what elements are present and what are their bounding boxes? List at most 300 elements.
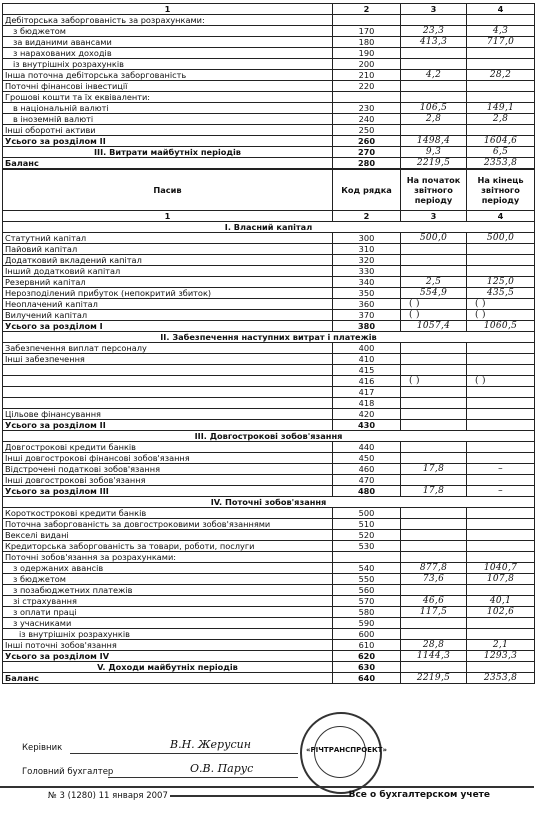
row-end-value: 2353,8 <box>467 158 535 169</box>
table-row <box>3 103 535 114</box>
row-start-value <box>401 255 467 266</box>
section-heading: III. Довгострокові зобов'язання <box>3 431 535 442</box>
row-label: із внутрішніх розрахунків <box>3 629 333 640</box>
row-code: 330 <box>333 266 401 277</box>
accountant-name: О.В. Парус <box>190 762 254 775</box>
parenthesis-pair: ( ) <box>475 376 486 386</box>
row-code: 270 <box>333 147 401 158</box>
row-label: Поточна заборгованість за довгостроковими зобов'язаннями <box>3 519 333 530</box>
row-label: Усього за розділом IV <box>3 651 333 662</box>
table-row <box>3 508 535 519</box>
row-start-value <box>401 442 467 453</box>
col-number: 3 <box>401 4 467 15</box>
row-end-value <box>467 48 535 59</box>
row-start-value: 2219,5 <box>401 158 467 169</box>
section-heading: IV. Поточні зобов'язання <box>3 497 535 508</box>
row-start-value <box>401 519 467 530</box>
row-end-value: 717,0 <box>467 37 535 48</box>
row-label: Усього за розділом I <box>3 321 333 332</box>
row-start-value: 17,8 <box>401 464 467 475</box>
row-code: 220 <box>333 81 401 92</box>
row-start-value <box>401 508 467 519</box>
signature-line <box>70 753 298 754</box>
row-label: зі страхування <box>3 596 333 607</box>
row-end-value <box>467 59 535 70</box>
row-end-value: 2,1 <box>467 640 535 651</box>
row-end-value <box>467 15 535 26</box>
row-code: 320 <box>333 255 401 266</box>
assets-column-numbers <box>3 4 535 15</box>
row-start-value: 4,2 <box>401 70 467 81</box>
row-end-value <box>467 125 535 136</box>
table-row <box>3 453 535 464</box>
row-code: 530 <box>333 541 401 552</box>
row-start-value <box>401 398 467 409</box>
row-label: Забезпечення виплат персоналу <box>3 343 333 354</box>
row-code: 500 <box>333 508 401 519</box>
row-end-value: 2,8 <box>467 114 535 125</box>
parenthesis-pair: ( ) <box>409 299 420 309</box>
signature-line <box>108 777 298 778</box>
row-code: 620 <box>333 651 401 662</box>
row-end-value: 2353,8 <box>467 673 535 684</box>
table-row <box>3 332 535 343</box>
row-end-value <box>467 420 535 431</box>
row-code: 590 <box>333 618 401 629</box>
row-code: 520 <box>333 530 401 541</box>
row-label: з оплати праці <box>3 607 333 618</box>
row-start-value: 17,8 <box>401 486 467 497</box>
col-header-start: На початок звітного періоду <box>401 170 467 211</box>
row-code: 200 <box>333 59 401 70</box>
table-row <box>3 574 535 585</box>
row-code: 300 <box>333 233 401 244</box>
row-code: 417 <box>333 387 401 398</box>
table-row <box>3 321 535 332</box>
row-end-value <box>467 365 535 376</box>
row-code: 380 <box>333 321 401 332</box>
row-end-value <box>467 354 535 365</box>
row-start-value <box>401 244 467 255</box>
row-code <box>333 15 401 26</box>
table-row <box>3 59 535 70</box>
table-row <box>3 354 535 365</box>
row-label: з бюджетом <box>3 26 333 37</box>
table-row <box>3 277 535 288</box>
row-label: з бюджетом <box>3 574 333 585</box>
table-row <box>3 365 535 376</box>
company-stamp <box>300 712 387 794</box>
row-code: 230 <box>333 103 401 114</box>
table-row <box>3 92 535 103</box>
row-code: 480 <box>333 486 401 497</box>
table-row <box>3 607 535 618</box>
row-start-value: 2,8 <box>401 114 467 125</box>
row-end-value <box>467 453 535 464</box>
row-code: 180 <box>333 37 401 48</box>
row-start-value <box>401 387 467 398</box>
row-code: 640 <box>333 673 401 684</box>
row-code: 550 <box>333 574 401 585</box>
row-code: 510 <box>333 519 401 530</box>
row-label: Інший додатковий капітал <box>3 266 333 277</box>
row-start-value <box>401 125 467 136</box>
row-start-value <box>401 541 467 552</box>
row-label: Інші довгострокові фінансові зобов'язання <box>3 453 333 464</box>
table-row <box>3 662 535 673</box>
row-start-value <box>401 585 467 596</box>
row-label: Нерозподілений прибуток (непокритий збиток) <box>3 288 333 299</box>
row-end-value <box>467 92 535 103</box>
row-end-value: – <box>467 464 535 475</box>
row-start-value <box>401 420 467 431</box>
table-row <box>3 629 535 640</box>
row-start-value: 73,6 <box>401 574 467 585</box>
table-row <box>3 288 535 299</box>
table-row <box>3 475 535 486</box>
row-start-value: 9,3 <box>401 147 467 158</box>
row-end-value: 6,5 <box>467 147 535 158</box>
row-start-value <box>401 629 467 640</box>
row-label: Додатковий вкладений капітал <box>3 255 333 266</box>
row-label: Цільове фінансування <box>3 409 333 420</box>
liabilities-column-numbers <box>3 211 535 222</box>
table-row <box>3 343 535 354</box>
col-number: 2 <box>333 4 401 15</box>
row-start-value <box>401 552 467 563</box>
row-start-value <box>401 92 467 103</box>
row-end-value: 500,0 <box>467 233 535 244</box>
row-end-value: 1604,6 <box>467 136 535 147</box>
row-label: Інші оборотні активи <box>3 125 333 136</box>
row-label: за виданими авансами <box>3 37 333 48</box>
row-end-value: 1040,7 <box>467 563 535 574</box>
row-end-value <box>467 475 535 486</box>
table-row <box>3 387 535 398</box>
row-start-value: 500,0 <box>401 233 467 244</box>
balance-sheet-page <box>2 3 534 684</box>
row-label: Векселі видані <box>3 530 333 541</box>
table-row <box>3 299 535 310</box>
issue-number: № 3 (1280) 11 января 2007 <box>48 791 168 801</box>
row-start-value <box>401 310 467 321</box>
row-end-value: 28,2 <box>467 70 535 81</box>
row-code: 540 <box>333 563 401 574</box>
row-label: Поточні фінансові інвестиції <box>3 81 333 92</box>
row-end-value: 40,1 <box>467 596 535 607</box>
table-row <box>3 233 535 244</box>
row-end-value: 435,5 <box>467 288 535 299</box>
row-start-value <box>401 15 467 26</box>
table-row <box>3 541 535 552</box>
row-code: 420 <box>333 409 401 420</box>
row-code: 450 <box>333 453 401 464</box>
row-label <box>3 376 333 387</box>
row-start-value: 554,9 <box>401 288 467 299</box>
table-row <box>3 398 535 409</box>
stamp-text: «РІЧТРАНСПРОЕКТ» <box>306 746 387 754</box>
table-row <box>3 244 535 255</box>
row-start-value <box>401 409 467 420</box>
table-row <box>3 125 535 136</box>
row-code: 440 <box>333 442 401 453</box>
table-row <box>3 497 535 508</box>
table-row <box>3 563 535 574</box>
row-end-value: 1060,5 <box>467 321 535 332</box>
row-label: Усього за розділом II <box>3 136 333 147</box>
row-label <box>3 398 333 409</box>
row-code: 310 <box>333 244 401 255</box>
assets-table <box>2 3 535 169</box>
row-end-value <box>467 266 535 277</box>
row-code: 630 <box>333 662 401 673</box>
row-end-value <box>467 552 535 563</box>
table-row <box>3 431 535 442</box>
row-code: 190 <box>333 48 401 59</box>
row-code: 580 <box>333 607 401 618</box>
row-start-value: 877,8 <box>401 563 467 574</box>
table-row <box>3 530 535 541</box>
row-code: 280 <box>333 158 401 169</box>
row-start-value: 46,6 <box>401 596 467 607</box>
col-number: 4 <box>467 4 535 15</box>
section-heading: I. Власний капітал <box>3 222 535 233</box>
table-row <box>3 147 535 158</box>
row-start-value <box>401 475 467 486</box>
col-header-pasyv: Пасив <box>3 170 333 211</box>
table-row <box>3 585 535 596</box>
row-start-value <box>401 59 467 70</box>
row-code: 170 <box>333 26 401 37</box>
row-label: V. Доходи майбутніх періодів <box>3 662 333 673</box>
table-row <box>3 420 535 431</box>
table-row <box>3 255 535 266</box>
table-row <box>3 552 535 563</box>
liabilities-table <box>2 169 535 684</box>
row-label: із внутрішніх розрахунків <box>3 59 333 70</box>
row-end-value <box>467 585 535 596</box>
row-code: 418 <box>333 398 401 409</box>
row-start-value: 2219,5 <box>401 673 467 684</box>
parenthesis-pair: ( ) <box>475 310 486 320</box>
row-end-value <box>467 376 535 387</box>
row-start-value <box>401 376 467 387</box>
row-label: Кредиторська заборгованість за товари, роботи, послуги <box>3 541 333 552</box>
table-row <box>3 442 535 453</box>
row-label: Баланс <box>3 673 333 684</box>
row-label: Резервний капітал <box>3 277 333 288</box>
row-start-value <box>401 530 467 541</box>
row-end-value: 4,3 <box>467 26 535 37</box>
row-label: Поточні зобов'язання за розрахунками: <box>3 552 333 563</box>
row-code: 210 <box>333 70 401 81</box>
row-start-value: 1498,4 <box>401 136 467 147</box>
parenthesis-pair: ( ) <box>409 310 420 320</box>
col-number: 2 <box>333 211 401 222</box>
section-heading: II. Забезпечення наступних витрат і платежів <box>3 332 535 343</box>
row-start-value: 1144,3 <box>401 651 467 662</box>
row-start-value: 28,8 <box>401 640 467 651</box>
col-number: 1 <box>3 4 333 15</box>
row-label: Інша поточна дебіторська заборгованість <box>3 70 333 81</box>
row-end-value <box>467 442 535 453</box>
row-end-value <box>467 255 535 266</box>
row-start-value <box>401 299 467 310</box>
table-row <box>3 519 535 530</box>
row-start-value <box>401 662 467 673</box>
row-end-value <box>467 519 535 530</box>
row-label: Баланс <box>3 158 333 169</box>
row-start-value: 106,5 <box>401 103 467 114</box>
table-row <box>3 673 535 684</box>
row-end-value <box>467 662 535 673</box>
row-label: Інші забезпечення <box>3 354 333 365</box>
col-number: 3 <box>401 211 467 222</box>
row-code: 260 <box>333 136 401 147</box>
row-start-value <box>401 81 467 92</box>
col-number: 4 <box>467 211 535 222</box>
table-row <box>3 37 535 48</box>
table-row <box>3 114 535 125</box>
row-code: 470 <box>333 475 401 486</box>
row-end-value <box>467 398 535 409</box>
row-start-value <box>401 343 467 354</box>
row-code: 570 <box>333 596 401 607</box>
footer-rule <box>170 795 350 797</box>
row-end-value: – <box>467 486 535 497</box>
row-code: 416 <box>333 376 401 387</box>
row-end-value <box>467 299 535 310</box>
row-end-value: 125,0 <box>467 277 535 288</box>
row-label: III. Витрати майбутніх періодів <box>3 147 333 158</box>
row-start-value <box>401 453 467 464</box>
row-end-value <box>467 618 535 629</box>
table-row <box>3 26 535 37</box>
page-footer <box>0 786 534 804</box>
row-end-value: 1293,3 <box>467 651 535 662</box>
row-code: 250 <box>333 125 401 136</box>
head-name: В.Н. Жерусин <box>170 738 251 751</box>
table-row <box>3 310 535 321</box>
table-row <box>3 618 535 629</box>
row-label: з позабюджетних платежів <box>3 585 333 596</box>
table-row <box>3 409 535 420</box>
row-label: Пайовий капітал <box>3 244 333 255</box>
row-label: в іноземній валюті <box>3 114 333 125</box>
row-code: 240 <box>333 114 401 125</box>
row-end-value: 107,8 <box>467 574 535 585</box>
parenthesis-pair: ( ) <box>475 299 486 309</box>
row-label: з нарахованих доходів <box>3 48 333 59</box>
row-code: 415 <box>333 365 401 376</box>
table-row <box>3 376 535 387</box>
table-row <box>3 158 535 169</box>
row-start-value <box>401 354 467 365</box>
row-start-value: 117,5 <box>401 607 467 618</box>
row-label: Дебіторська заборгованість за розрахунками: <box>3 15 333 26</box>
table-row <box>3 81 535 92</box>
row-label: з учасниками <box>3 618 333 629</box>
row-end-value <box>467 343 535 354</box>
row-label <box>3 387 333 398</box>
row-start-value: 23,3 <box>401 26 467 37</box>
parenthesis-pair: ( ) <box>409 376 420 386</box>
col-number: 1 <box>3 211 333 222</box>
head-label: Керівник <box>22 743 63 753</box>
row-end-value <box>467 629 535 640</box>
row-code: 370 <box>333 310 401 321</box>
row-label: Статутний капітал <box>3 233 333 244</box>
row-start-value <box>401 365 467 376</box>
row-label: Інші поточні зобов'язання <box>3 640 333 651</box>
table-row <box>3 486 535 497</box>
row-label: Короткострокові кредити банків <box>3 508 333 519</box>
col-header-code: Код рядка <box>333 170 401 211</box>
table-row <box>3 651 535 662</box>
liabilities-column-headers <box>3 170 535 211</box>
col-header-end: На кінець звітного періоду <box>467 170 535 211</box>
row-label: Грошові кошти та їх еквіваленти: <box>3 92 333 103</box>
row-label: Вилучений капітал <box>3 310 333 321</box>
table-row <box>3 596 535 607</box>
row-start-value: 2,5 <box>401 277 467 288</box>
row-code: 610 <box>333 640 401 651</box>
row-code: 460 <box>333 464 401 475</box>
row-label: Неоплачений капітал <box>3 299 333 310</box>
row-code: 340 <box>333 277 401 288</box>
row-end-value <box>467 530 535 541</box>
row-end-value <box>467 508 535 519</box>
table-row <box>3 266 535 277</box>
row-end-value <box>467 409 535 420</box>
row-label: Довгострокові кредити банків <box>3 442 333 453</box>
row-code: 410 <box>333 354 401 365</box>
row-code: 600 <box>333 629 401 640</box>
row-code: 350 <box>333 288 401 299</box>
row-start-value: 413,3 <box>401 37 467 48</box>
table-row <box>3 70 535 81</box>
row-code <box>333 552 401 563</box>
row-start-value <box>401 48 467 59</box>
table-row <box>3 464 535 475</box>
row-start-value <box>401 618 467 629</box>
row-end-value <box>467 541 535 552</box>
row-start-value: 1057,4 <box>401 321 467 332</box>
row-label: з одержаних авансів <box>3 563 333 574</box>
row-code: 560 <box>333 585 401 596</box>
row-end-value <box>467 310 535 321</box>
magazine-title: Все о бухгалтерском учете <box>348 790 490 800</box>
table-row <box>3 222 535 233</box>
row-label: Відстрочені податкові зобов'язання <box>3 464 333 475</box>
row-code: 360 <box>333 299 401 310</box>
row-end-value <box>467 387 535 398</box>
row-end-value <box>467 244 535 255</box>
row-end-value: 102,6 <box>467 607 535 618</box>
row-end-value: 149,1 <box>467 103 535 114</box>
row-code: 430 <box>333 420 401 431</box>
table-row <box>3 640 535 651</box>
row-label: Усього за розділом II <box>3 420 333 431</box>
row-label: в національній валюті <box>3 103 333 114</box>
row-label <box>3 365 333 376</box>
row-code: 400 <box>333 343 401 354</box>
row-start-value <box>401 266 467 277</box>
row-label: Інші довгострокові зобов'язання <box>3 475 333 486</box>
table-row <box>3 136 535 147</box>
table-row <box>3 48 535 59</box>
accountant-label: Головний бухгалтер <box>22 767 114 777</box>
